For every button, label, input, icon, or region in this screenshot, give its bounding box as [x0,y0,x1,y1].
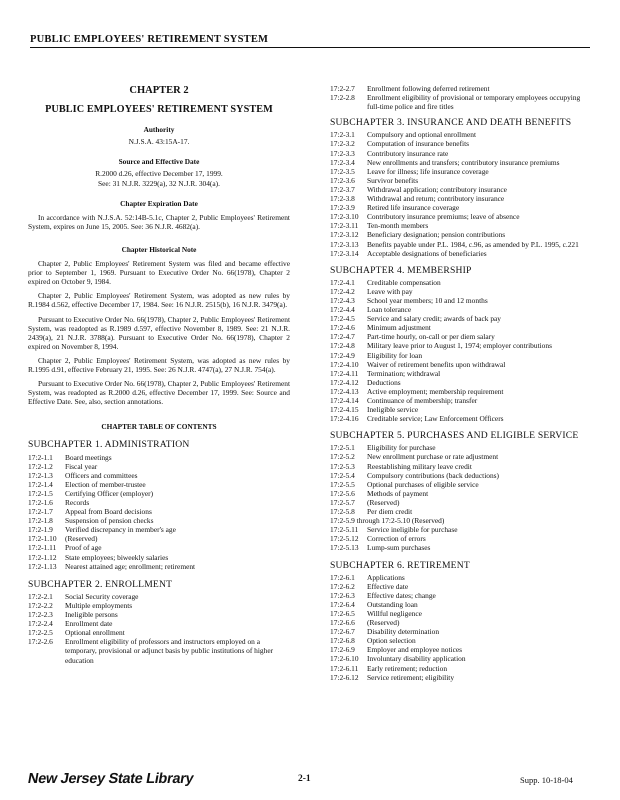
toc-section-title: Appeal from Board decisions [65,507,152,517]
right-column [330,84,592,682]
toc-section-number: 17:2-5.5 [330,479,355,489]
toc-entry [330,516,592,525]
toc-section-title: Eligibility for loan [367,350,423,360]
toc-entry [330,84,592,93]
toc-section-number: 17:2-5.2 [330,452,355,462]
toc-entry [28,525,290,534]
toc-entry [330,664,592,673]
toc-section-number: 17:2-3.7 [330,184,355,194]
toc-section-title: Waiver of retirement benefits upon withdrawal [367,359,506,369]
toc-entry [330,360,592,369]
toc-section-title: Leave with pay [367,286,413,296]
toc-section-title: Service ineligible for purchase [367,525,458,535]
toc-entry [28,601,290,610]
toc-entry [330,627,592,636]
subchapter-5-list [330,443,592,552]
history-paragraph: Pursuant to Executive Order No. 66(1978), Chapter 2, Public Employees' Retirement System, was readopted as R.2000 d.26, effective December 17, 1999. See: Source and Effective Date. See, also, section annotations. [28,379,290,407]
history-paragraph: Pursuant to Executive Order No. 66(1978), Chapter 2, Public Employees' Retirement System, was readopted as R.1989 d.597, effective November 8, 1989. See: 21 N.J.R. 2439(a), 21 N.J.R. 3788(a). Pursuant to Executive Order No. 66(1978), Chapter 2 expired on November 8, 1994. [28,314,290,351]
toc-section-number: 17:2-6.7 [330,627,355,637]
source-heading: Source and Effective Date [118,157,200,167]
toc-entry [330,194,592,203]
toc-section-title: (Reserved) [367,618,400,628]
toc-entry [330,332,592,341]
toc-section-title: Military leave prior to August 1, 1974; employer contributions [367,341,552,351]
toc-section-number: 17:2-4.3 [330,295,355,305]
toc-section-title: Enrollment eligibility of professors and instructors employed on a temporary, provisional or adjunct basis by public institutions of higher education [65,637,274,665]
toc-section-title: (Reserved) [65,534,98,544]
subchapter-1-title: SUBCHAPTER 1. ADMINISTRATION [28,439,190,451]
toc-section-title: Option selection [367,636,416,646]
toc-section-number: 17:2-6.3 [330,590,355,600]
toc-section-number: 17:2-6.10 [330,654,359,664]
toc-section-number: 17:2-6.8 [330,636,355,646]
toc-section-number: 17:2-4.5 [330,314,355,324]
toc-entry [330,591,592,600]
toc-entry [330,654,592,663]
toc-section-title: Suspension of pension checks [65,516,154,526]
history-paragraph: Chapter 2, Public Employees' Retirement System was filed and became effective prior to September 1, 1969. Pursuant to Executive Order No. 66(1978), Chapter 2 expired on October 9, 1984. [28,259,290,287]
toc-section-number: 17:2-1.11 [28,543,57,553]
toc-entry [330,543,592,552]
toc-section-number: 17:2-5.12 [330,534,359,544]
toc-section-title: (Reserved) [367,497,400,507]
subchapter-5-title: SUBCHAPTER 5. PURCHASES AND ELIGIBLE SERVICE [330,430,579,442]
toc-entry [330,240,592,249]
toc-section-number: 17:2-3.9 [330,203,355,213]
toc-entry [330,600,592,609]
toc-entry [330,221,592,230]
toc-section-number: 17:2-1.6 [28,498,53,507]
toc-section-number: 17:2-4.8 [330,341,355,351]
toc-section-number: 17:2-3.3 [330,148,355,158]
source-line-1: R.2000 d.26, effective December 17, 1999. [95,169,223,179]
toc-section-number: 17:2-3.11 [330,221,359,231]
toc-section-number: 17:2-5.3 [330,461,355,471]
toc-section-title: Part-time hourly, on-call or per diem salary [367,332,495,342]
toc-section-title: Retired life insurance coverage [367,203,460,213]
toc-entry [330,149,592,158]
authority-text: N.J.S.A. 43:15A-17. [128,137,190,147]
toc-entry [330,489,592,498]
toc-entry [330,176,592,185]
history-paragraph: Chapter 2, Public Employees' Retirement System, was adopted as new rules by R.1984 d.562, effective December 17, 1984. See: 16 N.J.R. 2515(b), 16 N.J.R. 3479(a). [28,291,290,310]
toc-section-title: Effective date [367,581,409,591]
toc-section-title: Deductions [367,377,401,387]
toc-section-title: Minimum adjustment [367,323,431,333]
expiration-heading: Chapter Expiration Date [120,198,198,208]
toc-section-title: Survivor benefits [367,175,419,185]
toc-entry [330,673,592,682]
toc-section-title: Multiple employments [65,600,133,610]
toc-entry [330,287,592,296]
subchapter-1-list [28,453,290,571]
toc-section-number: 17:2-2.4 [28,619,53,629]
toc-section-number: 17:2-3.12 [330,230,359,240]
toc-section-title: Nearest attained age; enrollment; retirement [65,561,196,571]
toc-entry [330,480,592,489]
toc-section-number: 17:2-4.14 [330,396,359,405]
authority-heading: Authority [143,125,175,135]
toc-section-number: 17:2-4.4 [330,305,355,315]
toc-section-number: 17:2-1.1 [28,452,53,462]
toc-section-title: Continuance of membership; transfer [367,396,478,405]
toc-entry [28,619,290,628]
toc-section-number: 17:2-4.11 [330,368,359,378]
toc-section-title: Service retirement; eligibility [367,672,455,682]
toc-entry [330,139,592,148]
toc-section-title: Active employment; membership requirement [367,386,504,396]
subchapter-2-list-continued [330,84,592,111]
toc-entry [330,203,592,212]
page-number: 2-1 [298,774,311,784]
toc-section-title: Ten-month members [367,221,429,231]
toc-entry [330,305,592,314]
toc-entry [330,167,592,176]
toc-section-number: 17:2-1.7 [28,507,53,517]
toc-entry [330,443,592,452]
toc-section-title: Eligibility for purchase [367,443,436,453]
toc-section-title: Social Security coverage [65,591,139,601]
running-head: PUBLIC EMPLOYEES' RETIREMENT SYSTEM [30,34,269,45]
toc-entry [28,471,290,480]
toc-section-title: State employees; biweekly salaries [65,552,169,562]
toc-section-number: 17:2-2.7 [330,84,355,93]
toc-section-title: Board meetings [65,452,112,462]
toc-section-title: School year members; 10 and 12 months [367,295,488,305]
toc-section-number: 17:2-5.4 [330,470,355,480]
toc-section-number: 17:2-3.4 [330,157,355,167]
toc-section-number: 17:2-2.5 [28,628,53,638]
toc-entry [330,212,592,221]
toc-section-number: 17:2-5.7 [330,497,355,507]
toc-entry [330,636,592,645]
toc-entry [28,610,290,619]
toc-entry [330,351,592,360]
toc-entry [330,314,592,323]
history-heading: Chapter Historical Note [121,244,197,254]
toc-entry [330,296,592,305]
toc-section-title: Beneficiary designation; pension contributions [367,230,506,240]
toc-section-number: 17:2-4.16 [330,414,359,424]
toc-section-number: 17:2-4.1 [330,277,355,287]
toc-section-number: 17:2-1.5 [28,488,53,498]
toc-entry [330,158,592,167]
left-column [28,86,290,665]
toc-entry [28,489,290,498]
toc-entry [330,609,592,618]
toc-section-number: 17:2-6.9 [330,645,355,655]
toc-entry [330,387,592,396]
toc-section-title: Computation of insurance benefits [367,139,470,149]
toc-section-title: Methods of payment [367,488,429,498]
toc-entry [330,507,592,516]
subchapter-2-list [28,592,290,665]
toc-entry [330,582,592,591]
toc-section-number: 17:2-1.8 [28,516,53,526]
toc-section-title: Reestablishing military leave credit [367,461,472,471]
toc-section-title: 17:2-5.9 through 17:2-5.10 (Reserved) [330,516,445,526]
toc-section-title: Compulsory and optional enrollment [367,130,476,140]
toc-section-title: Outstanding loan [367,599,418,609]
toc-section-title: Applications [367,572,405,582]
toc-section-number: 17:2-6.6 [330,618,355,628]
subchapter-4-title: SUBCHAPTER 4. MEMBERSHIP [330,264,472,276]
toc-section-title: Verified discrepancy in member's age [65,525,176,535]
toc-entry [330,618,592,627]
toc-section-number: 17:2-1.13 [28,561,57,571]
toc-section-title: Officers and committees [65,470,138,480]
toc-entry [330,278,592,287]
toc-section-number: 17:2-2.8 [330,93,355,103]
toc-section-number: 17:2-4.13 [330,386,359,396]
toc-section-title: Disability determination [367,627,440,637]
toc-section-number: 17:2-4.7 [330,332,355,342]
toc-entry [330,369,592,378]
toc-section-number: 17:2-3.8 [330,194,355,204]
toc-entry [330,573,592,582]
toc-section-title: Ineligible service [367,405,419,415]
toc-section-number: 17:2-6.11 [330,663,359,673]
toc-section-title: Per diem credit [367,507,413,517]
toc-section-title: Optional purchases of eligible service [367,479,479,489]
subchapter-4-list [330,278,592,424]
toc-entry [330,452,592,461]
toc-section-title: Withdrawal and return; contributory insurance [367,194,505,204]
toc-section-title: Proof of age [65,543,102,553]
toc-section-number: 17:2-1.12 [28,552,57,562]
toc-section-number: 17:2-5.6 [330,488,355,498]
toc-section-number: 17:2-4.10 [330,359,359,369]
subchapter-3-list [330,130,592,257]
toc-entry [28,480,290,489]
toc-section-number: 17:2-6.5 [330,608,355,618]
toc-section-title: Enrollment eligibility of provisional or temporary employees occupying full-time police and fire titles [367,93,581,112]
toc-section-number: 17:2-1.9 [28,525,53,535]
toc-section-number: 17:2-2.6 [28,637,53,647]
toc-entry [330,323,592,332]
toc-section-number: 17:2-5.11 [330,525,359,535]
toc-section-number: 17:2-3.6 [330,175,355,185]
toc-entry [28,462,290,471]
toc-entry [28,498,290,507]
toc-section-number: 17:2-5.1 [330,443,355,453]
toc-entry [28,453,290,462]
toc-entry [330,93,592,111]
toc-section-title: Loan tolerance [367,305,412,315]
toc-section-number: 17:2-4.9 [330,350,355,360]
toc-entry [28,628,290,637]
toc-section-title: Lump-sum purchases [367,543,431,553]
toc-section-number: 17:2-5.13 [330,543,359,553]
header-rule [30,47,590,48]
toc-section-number: 17:2-1.3 [28,470,53,480]
toc-section-title: Creditable compensation [367,277,441,287]
toc-entry [28,516,290,525]
toc-section-title: Fiscal year [65,461,98,471]
toc-section-number: 17:2-4.12 [330,377,359,387]
toc-entry [330,462,592,471]
toc-section-number: 17:2-4.6 [330,323,355,333]
toc-section-number: 17:2-1.10 [28,534,57,544]
toc-section-number: 17:2-3.13 [330,239,359,249]
toc-entry [330,230,592,239]
toc-section-title: Effective dates; change [367,590,436,600]
toc-section-number: 17:2-4.2 [330,286,355,296]
toc-section-title: Employer and employee notices [367,645,463,655]
expiration-text: In accordance with N.J.S.A. 52:14B-5.1c, Chapter 2, Public Employees' Retirement System, expires on June 15, 2005. See: 36 N.J.R. 4682(a). [28,212,290,231]
toc-heading: CHAPTER TABLE OF CONTENTS [101,422,217,432]
toc-section-title: Correction of errors [367,534,426,544]
toc-section-number: 17:2-1.4 [28,479,53,489]
toc-section-title: New enrollment purchase or rate adjustment [367,452,499,462]
toc-section-title: Creditable service; Law Enforcement Officers [367,414,504,424]
toc-section-title: Contributory insurance premiums; leave of absence [367,212,520,222]
toc-section-title: New enrollments and transfers; contributory insurance premiums [367,157,560,167]
toc-entry [330,525,592,534]
toc-section-number: 17:2-3.14 [330,248,359,258]
toc-section-number: 17:2-6.2 [330,581,355,591]
toc-section-title: Ineligible persons [65,610,118,620]
subchapter-6-title: SUBCHAPTER 6. RETIREMENT [330,559,470,571]
toc-section-number: 17:2-6.1 [330,572,355,582]
toc-entry [28,562,290,571]
toc-section-number: 17:2-3.5 [330,166,355,176]
toc-section-title: Optional enrollment [65,628,125,638]
toc-section-title: Enrollment date [65,619,113,629]
toc-entry [330,396,592,405]
toc-section-title: Records [65,498,90,507]
toc-entry [330,405,592,414]
toc-section-title: Withdrawal application; contributory insurance [367,184,507,194]
toc-section-number: 17:2-2.3 [28,610,53,620]
subchapter-3-title: SUBCHAPTER 3. INSURANCE AND DEATH BENEFITS [330,117,572,129]
toc-entry [330,341,592,350]
toc-section-title: Contributory insurance rate [367,148,449,158]
toc-entry [28,507,290,516]
toc-section-title: Enrollment following deferred retirement [367,84,490,93]
toc-section-number: 17:2-6.4 [330,599,355,609]
toc-section-title: Compulsory contributions (back deductions) [367,470,499,480]
chapter-title: PUBLIC EMPLOYEES' RETIREMENT SYSTEM [45,104,273,116]
library-watermark: New Jersey State Library [26,771,195,787]
subchapter-2-title: SUBCHAPTER 2. ENROLLMENT [28,578,173,590]
toc-entry [330,130,592,139]
toc-entry [28,592,290,601]
toc-section-title: Certifying Officer (employer) [65,488,154,498]
toc-entry [330,498,592,507]
toc-section-number: 17:2-3.10 [330,212,359,222]
toc-section-title: Termination; withdrawal [367,368,441,378]
toc-entry [28,553,290,562]
toc-section-number: 17:2-4.15 [330,405,359,415]
toc-section-title: Service and salary credit; awards of back pay [367,314,501,324]
toc-entry [330,471,592,480]
toc-section-title: Willful negligence [367,608,422,618]
toc-entry [330,645,592,654]
toc-section-number: 17:2-2.2 [28,600,53,610]
supplement-date: Supp. 10-18-04 [520,775,573,785]
toc-section-number: 17:2-2.1 [28,591,53,601]
toc-section-title: Election of member-trustee [65,479,146,489]
toc-section-number: 17:2-1.2 [28,461,53,471]
subchapter-6-list [330,573,592,682]
toc-entry [330,249,592,258]
toc-section-title: Early retirement; reduction [367,663,448,673]
toc-entry [330,185,592,194]
toc-section-number: 17:2-3.2 [330,139,355,149]
toc-entry [28,637,290,664]
toc-entry [330,378,592,387]
history-paragraph: Chapter 2, Public Employees' Retirement System, was adopted as new rules by R.1995 d.91, effective February 21, 1995. See: 26 N.J.R. 4747(a), 27 N.J.R. 754(a). [28,355,290,374]
chapter-number: CHAPTER 2 [129,85,189,96]
toc-section-number: 17:2-6.12 [330,672,359,682]
toc-section-number: 17:2-5.8 [330,507,355,517]
toc-entry [28,543,290,552]
toc-section-number: 17:2-3.1 [330,130,355,140]
toc-section-title: Leave for illness; life insurance coverage [367,166,489,176]
toc-section-title: Benefits payable under P.L. 1984, c.96, as amended by P.L. 1995, c.221 [367,239,579,249]
toc-entry [330,534,592,543]
source-line-2: See: 31 N.J.R. 3229(a), 32 N.J.R. 304(a). [98,178,220,188]
toc-entry [330,414,592,423]
toc-entry [28,534,290,543]
toc-section-title: Involuntary disability application [367,654,466,664]
toc-section-title: Acceptable designations of beneficiaries [367,248,487,258]
